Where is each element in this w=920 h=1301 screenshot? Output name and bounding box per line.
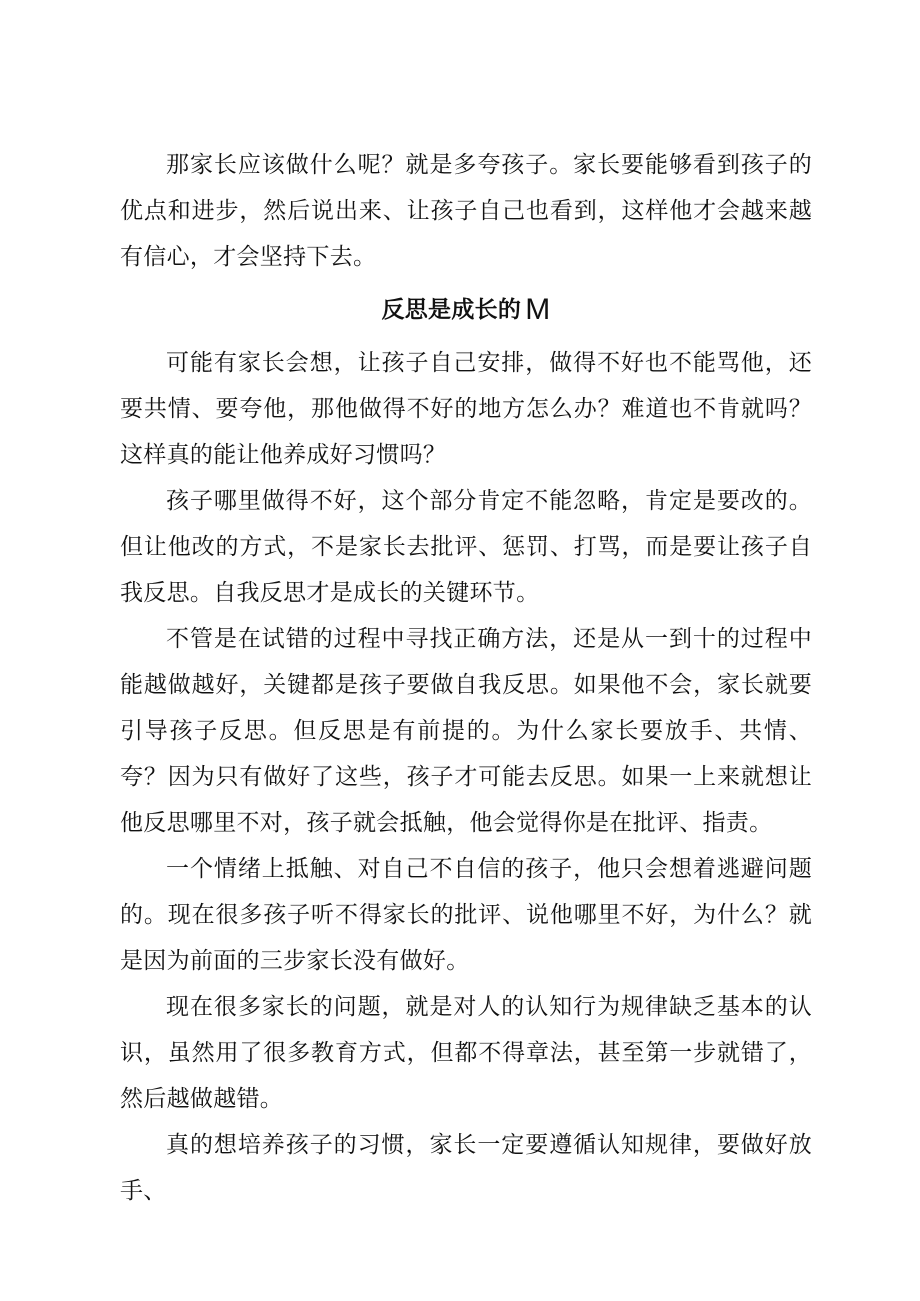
paragraph: 真的想培养孩子的习惯，家长一定要遵循认知规律，要做好放手、 [120,1132,812,1204]
paragraph: 可能有家长会想，让孩子自己安排，做得不好也不能骂他，还要共情、要夸他，那他做得不好的地方怎么办？难道也不肯就吗？这样真的能让他养成好习惯吗？ [120,350,812,468]
section-heading [120,280,812,340]
paragraph: 那家长应该做什么呢？就是多夸孩子。家长要能够看到孩子的优点和进步，然后说出来、让孩子自己也看到，这样他才会越来越有信心，才会坚持下去。 [120,152,812,270]
paragraph: 孩子哪里做得不好，这个部分肯定不能忽略，肯定是要改的。但让他改的方式，不是家长去批评、惩罚、打骂，而是要让孩子自我反思。自我反思才是成长的关键环节。 [120,488,812,606]
paragraph: 现在很多家长的问题，就是对人的认知行为规律缺乏基本的认识，虽然用了很多教育方式，但都不得章法，甚至第一步就错了，然后越做越错。 [120,994,812,1112]
document-body [120,142,812,1214]
paragraph: 不管是在试错的过程中寻找正确方法，还是从一到十的过程中能越做越好，关键都是孩子要做自我反思。如果他不会，家长就要引导孩子反思。但反思是有前提的。为什么家长要放手、共情、夸？因为只有做好了这些，孩子才可能去反思。如果一上来就想让他反思哪里不对，孩子就会抵触，他会觉得你是在批评、指责。 [120,626,812,836]
section-heading-suffix: M [525,293,551,326]
paragraph: 一个情绪上抵触、对自己不自信的孩子，他只会想着逃避问题的。现在很多孩子听不得家长的批评、说他哪里不好，为什么？就是因为前面的三步家长没有做好。 [120,856,812,974]
section-heading-text: 反思是成长的 [381,297,522,323]
